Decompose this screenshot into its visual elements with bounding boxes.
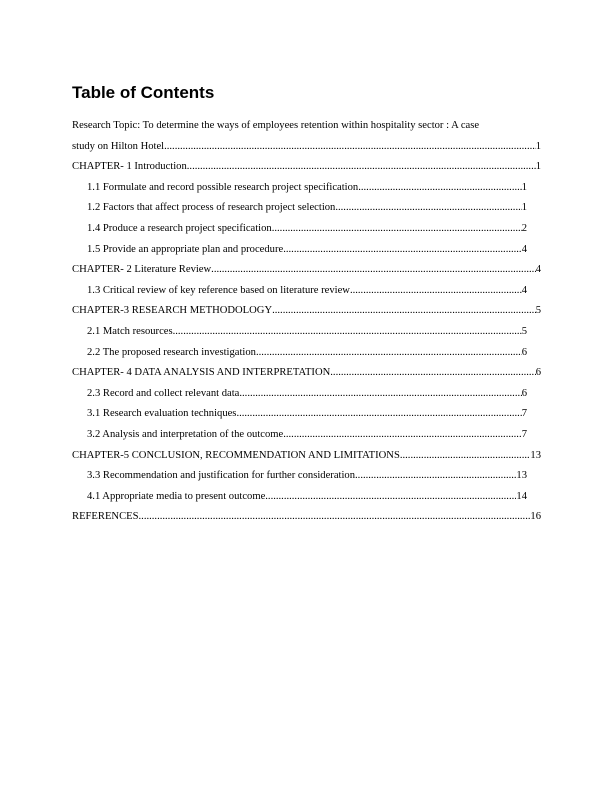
- dot-leader: [187, 157, 536, 178]
- toc-entry[interactable]: [72, 507, 541, 528]
- page-number: 4: [521, 284, 527, 296]
- toc-entry-label: CHAPTER- 1 Introduction: [72, 161, 187, 173]
- toc-entry[interactable]: [72, 322, 527, 343]
- dot-leader: [239, 384, 521, 405]
- page-number: 1: [521, 202, 527, 214]
- toc-entry-label: CHAPTER- 2 Literature Review: [72, 264, 212, 276]
- dot-leader: [164, 137, 536, 158]
- dot-leader: [350, 281, 522, 302]
- toc-entry[interactable]: [72, 363, 541, 384]
- dot-leader: [139, 507, 531, 528]
- toc-entry[interactable]: [72, 404, 527, 425]
- page-number: 14: [516, 490, 527, 502]
- table-of-contents: [72, 116, 541, 528]
- page-number: 1: [535, 161, 541, 173]
- toc-entry-label: CHAPTER-5 CONCLUSION, RECOMMENDATION AND LIMITATIONS: [72, 449, 400, 461]
- toc-entry[interactable]: [72, 178, 527, 199]
- toc-title: Table of Contents: [72, 83, 215, 102]
- page-number: 16: [530, 511, 541, 523]
- toc-entry[interactable]: [72, 157, 541, 178]
- toc-entry[interactable]: [72, 219, 527, 240]
- page-number: 5: [535, 305, 541, 317]
- toc-entry[interactable]: [72, 384, 527, 405]
- dot-leader: [265, 487, 516, 508]
- toc-entry[interactable]: [72, 240, 527, 261]
- dot-leader: [256, 343, 522, 364]
- page-number: 2: [521, 222, 527, 234]
- research-topic-line2-row: [72, 137, 541, 158]
- toc-entry[interactable]: [72, 198, 527, 219]
- toc-entry-label: CHAPTER-3 RESEARCH METHODOLOGY: [72, 305, 273, 317]
- toc-entries-list: [72, 157, 541, 528]
- dot-leader: [283, 240, 521, 261]
- toc-entry-label: 2.2 The proposed research investigation: [87, 346, 256, 358]
- dot-leader: [211, 260, 536, 281]
- toc-entry-label: 3.3 Recommendation and justification for further consideration: [87, 470, 356, 482]
- toc-entry-research-topic[interactable]: [72, 116, 541, 157]
- dot-leader: [236, 404, 521, 425]
- toc-entry[interactable]: [72, 446, 541, 467]
- page-number: 6: [521, 346, 527, 358]
- page-number: 13: [516, 470, 527, 482]
- toc-entry-label: 2.3 Record and collect relevant data: [87, 387, 240, 399]
- page-number: 5: [521, 325, 527, 337]
- toc-entry-label: 1.2 Factors that affect process of research project selection: [87, 202, 336, 214]
- dot-leader: [400, 446, 531, 467]
- dot-leader: [283, 425, 521, 446]
- toc-entry[interactable]: [72, 301, 541, 322]
- toc-entry[interactable]: [72, 487, 527, 508]
- dot-leader: [355, 466, 516, 487]
- toc-entry-label: 1.3 Critical review of key reference based on literature review: [87, 284, 350, 296]
- toc-entry-label: 1.1 Formulate and record possible research project specification: [87, 181, 359, 193]
- toc-entry-label: 3.1 Research evaluation techniques: [87, 408, 237, 420]
- toc-entry[interactable]: [72, 466, 527, 487]
- page-number: 1: [521, 181, 527, 193]
- toc-entry[interactable]: [72, 425, 527, 446]
- dot-leader: [335, 198, 521, 219]
- toc-entry[interactable]: [72, 260, 541, 281]
- dot-leader: [272, 219, 522, 240]
- page-number: 4: [521, 243, 527, 255]
- dot-leader: [173, 322, 522, 343]
- dot-leader: [330, 363, 535, 384]
- page-number: 1: [535, 140, 541, 152]
- toc-entry-label: 2.1 Match resources: [87, 325, 173, 337]
- toc-entry-label: 3.2 Analysis and interpretation of the outcome: [87, 428, 284, 440]
- toc-entry-label: 4.1 Appropriate media to present outcome: [87, 490, 266, 502]
- page-number: 13: [530, 449, 541, 461]
- page-number: 7: [521, 408, 527, 420]
- dot-leader: [358, 178, 521, 199]
- page-number: 6: [535, 367, 541, 379]
- toc-entry-label: REFERENCES: [72, 511, 139, 523]
- research-topic-line2: study on Hilton Hotel: [72, 140, 165, 152]
- page-number: 7: [521, 428, 527, 440]
- toc-entry[interactable]: [72, 281, 527, 302]
- toc-entry-label: 1.4 Produce a research project specification: [87, 222, 272, 234]
- dot-leader: [272, 301, 536, 322]
- toc-entry[interactable]: [72, 343, 527, 364]
- toc-entry-label: 1.5 Provide an appropriate plan and procedure: [87, 243, 284, 255]
- research-topic-line1: Research Topic: To determine the ways of employees retention within hospitality sector : A case: [72, 120, 480, 131]
- toc-entry-label: CHAPTER- 4 DATA ANALYSIS AND INTERPRETATION: [72, 367, 331, 379]
- page-number: 4: [535, 264, 541, 276]
- page-number: 6: [521, 387, 527, 399]
